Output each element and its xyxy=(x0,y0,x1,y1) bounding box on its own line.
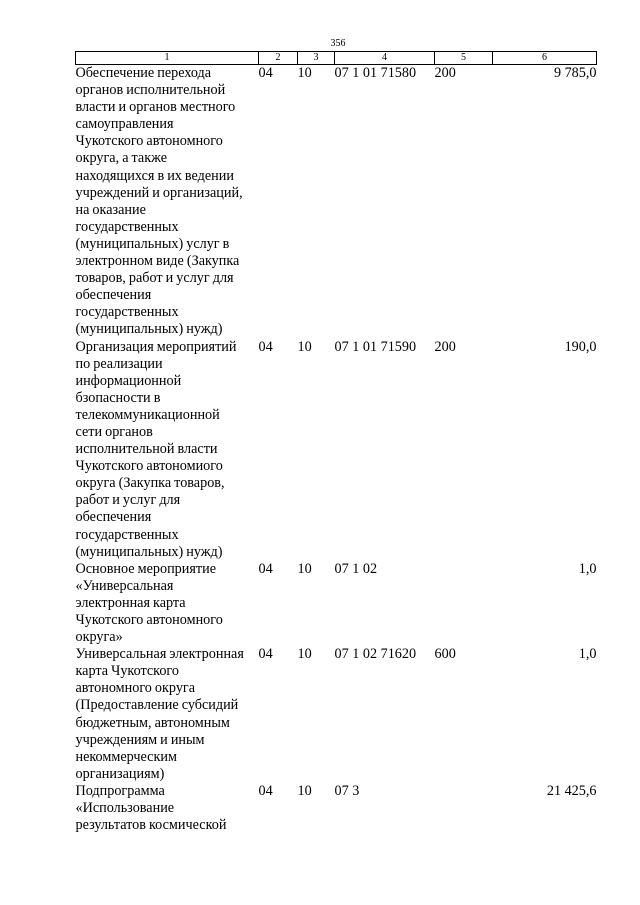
table-row xyxy=(76,783,597,834)
header-col-1: 1 xyxy=(76,52,259,65)
description-line: работ и услуг для xyxy=(75,492,181,509)
row-section-code: 04 xyxy=(258,338,273,355)
description-line: учреждений и организаций, xyxy=(75,184,243,201)
description-line: организациям) xyxy=(75,765,165,782)
row-description xyxy=(76,783,259,834)
table-row xyxy=(76,646,597,783)
description-line: результатов космической xyxy=(75,817,227,834)
row-expense-type xyxy=(435,561,493,646)
row-target-article: 07 1 01 71590 xyxy=(334,338,417,355)
description-line: Чукотского автономного xyxy=(75,612,223,628)
page-number: 356 xyxy=(330,38,346,49)
description-line: (муниципальных) нужд) xyxy=(75,543,223,560)
header-row xyxy=(76,52,597,65)
row-description xyxy=(76,646,259,783)
description-line: Чукотского автономного xyxy=(75,133,223,150)
description-line: государственных xyxy=(75,526,179,543)
description-line: власти и органов местного xyxy=(75,99,236,116)
description-line: бзопасности в xyxy=(75,389,161,406)
row-subsection-code: 10 xyxy=(297,782,312,799)
row-subsection-code: 10 xyxy=(297,646,312,663)
description-line: округа» xyxy=(75,629,123,646)
header-col-4: 4 xyxy=(335,52,435,65)
row-amount: 1,0 xyxy=(578,560,597,577)
description-line: (муниципальных) нужд) xyxy=(75,321,223,338)
header-col-5: 5 xyxy=(435,52,493,65)
description-line: на оказание xyxy=(75,201,146,218)
description-line: «Использование xyxy=(75,800,175,817)
description-line: карта Чукотского xyxy=(75,663,179,680)
row-amount: 190,0 xyxy=(564,338,597,355)
table-row xyxy=(76,65,597,339)
header-col-2: 2 xyxy=(259,52,298,65)
description-line: некоммерческим xyxy=(75,748,177,765)
description-line: сети органов xyxy=(75,423,153,440)
description-line: телекоммуникационной xyxy=(75,406,220,423)
description-line: (Предоставление субсидий xyxy=(75,697,239,714)
description-line: электронная карта xyxy=(75,594,186,611)
description-line: Подпрограмма xyxy=(75,782,165,799)
table-row xyxy=(76,339,597,561)
table-row xyxy=(76,561,597,646)
description-line: государственных xyxy=(75,218,179,235)
description-line: Основное мероприятие xyxy=(75,560,216,577)
description-line: обеспечения xyxy=(75,509,152,526)
description-line: информационной xyxy=(75,372,182,389)
row-section-code: 04 xyxy=(258,560,273,577)
description-line: органов исполнительной xyxy=(75,82,226,99)
description-line: исполнительной власти xyxy=(75,441,218,458)
description-line: бюджетным, автономным xyxy=(75,714,230,731)
row-section-code: 04 xyxy=(258,646,273,663)
description-line: электронном виде (Закупка xyxy=(75,253,240,270)
description-line: Универсальная электронная xyxy=(75,646,244,663)
description-line: учреждениям и иным xyxy=(75,731,205,748)
description-line: (муниципальных) услуг в xyxy=(75,235,230,252)
row-amount: 21 425,6 xyxy=(546,782,597,799)
description-line: автономного округа xyxy=(75,680,196,697)
row-expense-type: 600 xyxy=(434,646,456,663)
row-target-article: 07 3 xyxy=(334,782,360,799)
table-body xyxy=(76,65,597,835)
header-col-3: 3 xyxy=(298,52,335,65)
row-expense-type xyxy=(435,783,493,834)
description-line: Обеспечение перехода xyxy=(75,65,212,81)
description-line: обеспечения xyxy=(75,287,152,304)
row-expense-type: 200 xyxy=(434,338,456,355)
description-line: Организация мероприятий xyxy=(75,338,237,355)
description-line: государственных xyxy=(75,304,179,321)
description-line: товаров, работ и услуг для xyxy=(75,270,234,287)
budget-table xyxy=(75,51,597,834)
header-col-6: 6 xyxy=(493,52,597,65)
table-header xyxy=(76,52,597,65)
description-line: округа, а также xyxy=(75,150,168,167)
description-line: по реализации xyxy=(75,355,163,372)
row-amount: 1,0 xyxy=(578,646,597,663)
description-line: находящихся в их ведении xyxy=(75,167,234,184)
row-section-code: 04 xyxy=(258,65,273,81)
description-line: самоуправления xyxy=(75,116,174,133)
description-line: Чукотского автономиого xyxy=(75,458,223,475)
row-target-article: 07 1 01 71580 xyxy=(334,65,417,81)
description-line: округа (Закупка товаров, xyxy=(75,475,225,492)
row-amount: 9 785,0 xyxy=(553,65,597,81)
row-target-article: 07 1 02 xyxy=(334,560,378,577)
row-description xyxy=(76,65,259,339)
row-target-article: 07 1 02 71620 xyxy=(334,646,417,663)
row-section-code: 04 xyxy=(258,782,273,799)
row-description xyxy=(76,561,259,646)
row-subsection-code: 10 xyxy=(297,65,312,81)
row-description xyxy=(76,339,259,561)
row-subsection-code: 10 xyxy=(297,338,312,355)
description-line: «Универсальная xyxy=(75,577,174,594)
row-subsection-code: 10 xyxy=(297,560,312,577)
row-expense-type: 200 xyxy=(434,65,456,81)
